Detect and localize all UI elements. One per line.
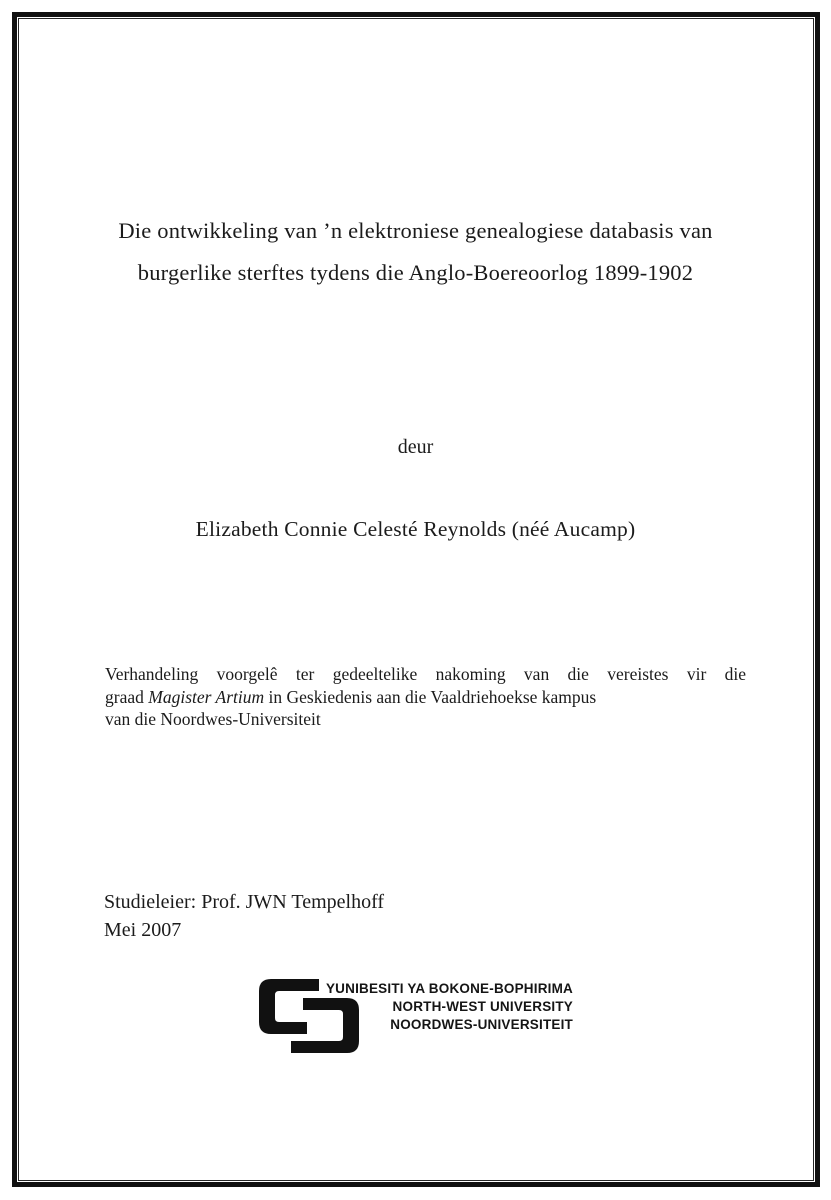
nwu-logo-wordmark (321, 980, 573, 1034)
submission-line-2 (105, 686, 746, 709)
submission-line-2-suffix: in Geskiedenis aan die Vaaldriehoekse kampus (264, 686, 597, 707)
submission-line-1: Verhandeling voorgelê ter gedeeltelike nakoming van die vereistes vir die (105, 664, 746, 684)
nwu-logo-line-3: NOORDWES-UNIVERSITEIT (390, 1017, 573, 1032)
nwu-logo-line-2: NORTH-WEST UNIVERSITY (392, 999, 573, 1014)
supervisor-line: Studieleier: Prof. JWN Tempelhoff (104, 891, 385, 913)
supervisor-block (104, 889, 384, 944)
submission-statement (105, 663, 746, 731)
date-line: Mei 2007 (104, 918, 182, 941)
submission-line-3: van die Noordwes-Universiteit (105, 709, 321, 729)
thesis-title-line-2: burgerlike sterftes tydens die Anglo-Boereoorlog 1899-1902 (137, 260, 694, 285)
thesis-title (60, 210, 771, 294)
submission-line-2-prefix: graad (105, 686, 149, 707)
author-name: Elizabeth Connie Celesté Reynolds (néé Aucamp) (195, 517, 636, 541)
thesis-title-line-1: Die ontwikkeling van ’n elektroniese genealogiese databasis van (118, 218, 713, 243)
nwu-logo-line-1: YUNIBESITI YA BOKONE-BOPHIRIMA (325, 981, 573, 996)
byline-deur: deur (397, 436, 434, 458)
degree-name: Magister Artium (148, 686, 265, 707)
nwu-logo (257, 973, 577, 1055)
